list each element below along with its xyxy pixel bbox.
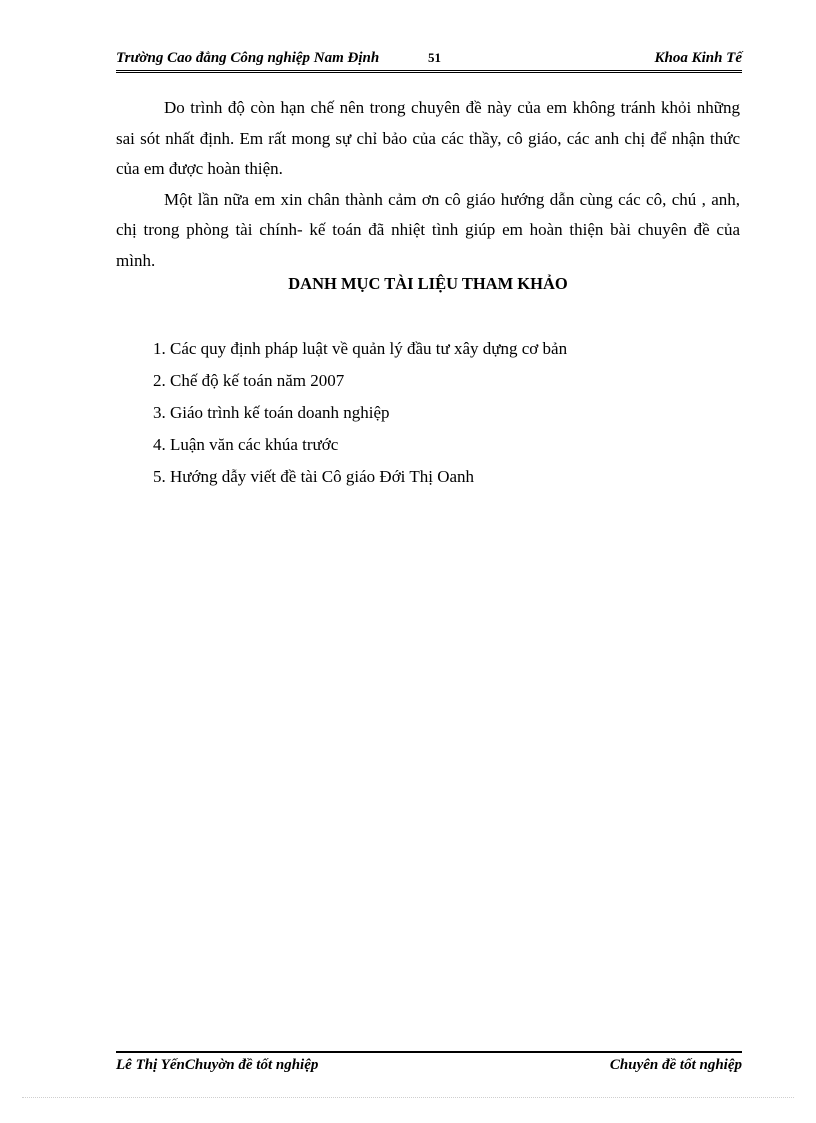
reference-item: 5. Hướng dẫy viết đề tài Cô giáo Đới Thị Oanh (153, 467, 475, 486)
reference-item: 3. Giáo trình kế toán doanh nghiệp (153, 403, 390, 422)
page-header (116, 46, 742, 70)
reference-item: 4. Luận văn các khúa trước (153, 435, 339, 454)
body-paragraph: Một lần nữa em xin chân thành cảm ơn cô giáo hướng dẫn cùng các cô, chú , anh, chị trong phòng tài chính- kế toán đã nhiệt tình giúp em hoàn thiện bài chuyên đề của mình. (116, 189, 740, 270)
body-paragraph: Do trình độ còn hạn chế nên trong chuyên đề này của em không tránh khỏi những sai sót nhất định. Em rất mong sự chỉ bảo của các thầy, cô giáo, các anh chị để nhận thức của em được hoàn thiện. (116, 98, 740, 178)
references-list (153, 333, 567, 493)
header-school-name: Trường Cao đẳng Công nghiệp Nam Định (116, 50, 380, 66)
header-page-number: 51 (428, 50, 441, 65)
header-faculty: Khoa Kinh Tế (654, 50, 742, 66)
references-heading: DANH MỤC TÀI LIỆU THAM KHẢO (288, 274, 568, 293)
header-rule (116, 70, 742, 73)
reference-item: 1. Các quy định pháp luật về quản lý đầu tư xây dựng cơ bản (153, 339, 568, 358)
body-text (116, 93, 740, 276)
footer-doc-type: Chuyên đề tốt nghiệp (609, 1057, 742, 1073)
page-edge-divider (22, 1097, 794, 1098)
footer-rule (116, 1051, 742, 1053)
reference-item: 2. Chế độ kế toán năm 2007 (153, 371, 345, 390)
page-footer (116, 1057, 742, 1079)
footer-author: Lê Thị YếnChuyờn đề tốt nghiệp (116, 1057, 319, 1073)
